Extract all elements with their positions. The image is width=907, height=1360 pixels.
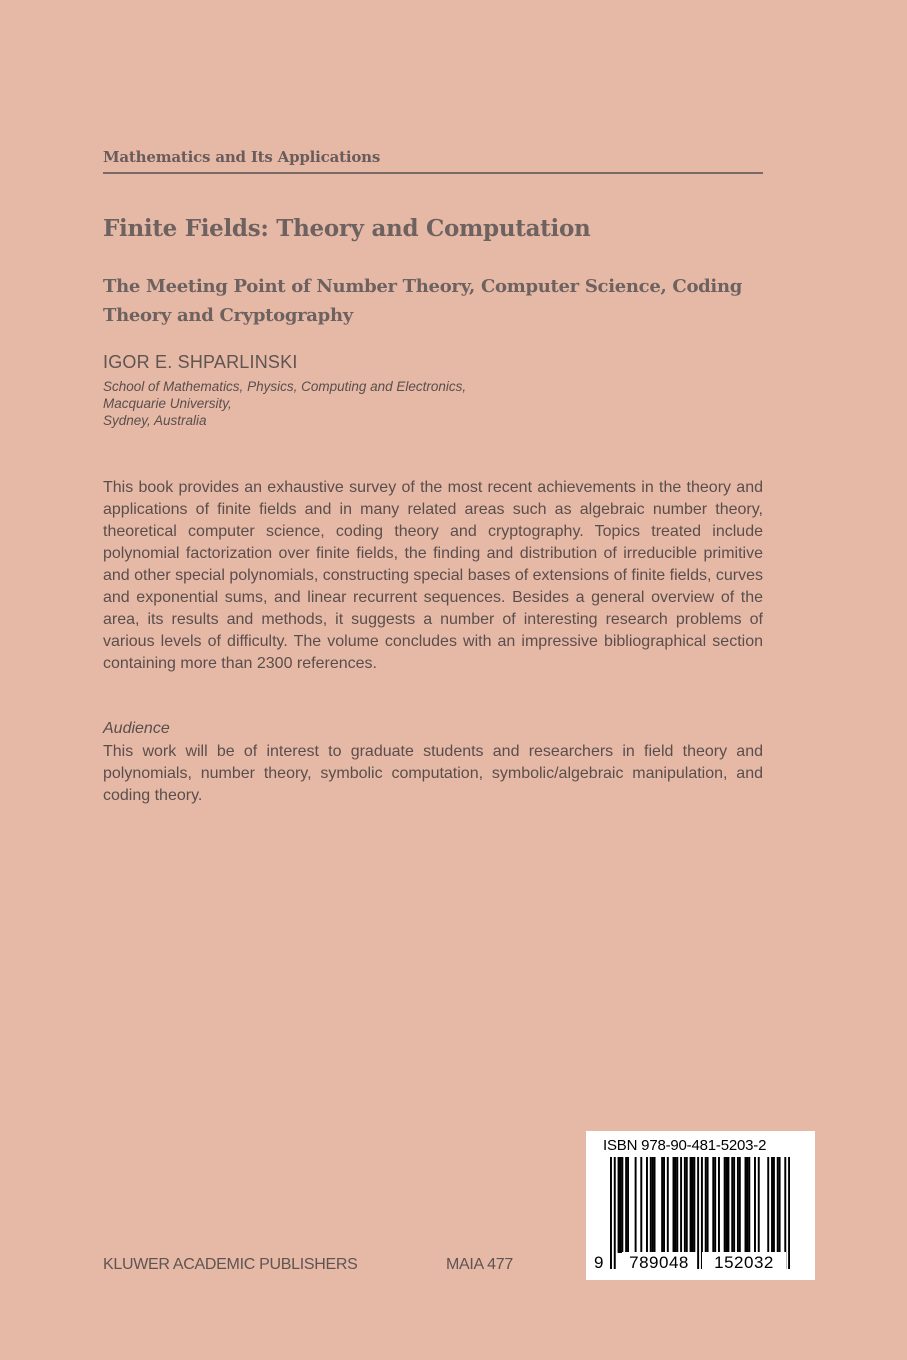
isbn-label: ISBN 978-90-481-5203-2 bbox=[603, 1137, 767, 1154]
barcode-bar bbox=[667, 1157, 669, 1253]
barcode-bar bbox=[724, 1157, 726, 1253]
barcode-bar bbox=[731, 1157, 733, 1253]
barcode-bar bbox=[621, 1157, 623, 1253]
barcode-bar bbox=[748, 1157, 750, 1253]
series-number: MAIA 477 bbox=[446, 1256, 513, 1273]
barcode-bar bbox=[663, 1157, 665, 1253]
barcode-bar bbox=[690, 1157, 692, 1253]
book-title: Finite Fields: Theory and Computation bbox=[103, 215, 591, 242]
barcode-bar bbox=[754, 1157, 756, 1253]
barcode-bar bbox=[619, 1157, 621, 1253]
barcode-bar bbox=[746, 1157, 748, 1253]
barcode-bar bbox=[707, 1157, 709, 1253]
barcode-bar bbox=[627, 1157, 629, 1253]
barcode-bar bbox=[618, 1157, 620, 1253]
audience-text: This work will be of interest to graduate students and researchers in field theory and polynomials, number theory, symbolic computation, symbolic/algebraic manipulation, and coding theory. bbox=[103, 743, 763, 804]
barcode-bar bbox=[767, 1157, 769, 1253]
barcode-bar bbox=[691, 1157, 693, 1253]
book-subtitle: The Meeting Point of Number Theory, Computer Science, Coding Theory and Cryptography bbox=[103, 276, 743, 326]
barcode-bar bbox=[771, 1157, 773, 1253]
barcode-bar bbox=[714, 1157, 716, 1253]
series-title: Mathematics and Its Applications bbox=[103, 148, 381, 166]
barcode-bar bbox=[676, 1157, 678, 1253]
isbn-barcode bbox=[586, 1131, 815, 1280]
barcode-guard-bar bbox=[788, 1157, 790, 1269]
barcode-bar bbox=[625, 1157, 627, 1253]
barcode-bar bbox=[693, 1157, 695, 1253]
book-description: This book provides an exhaustive survey of the most recent achievements in the theory and applications of finite fields and in many related areas such as algebraic number theory, theoretical computer science, coding theory and cryptography. Topics treated include polynomial factorization over finite fields, the finding and distribution of irreducible primitive and other special polynomials, constructing special bases of extensions of finite fields, curves and exponential sums, and linear recurrent sequences. Besides a general overview of the area, its results and methods, it suggests a number of interesting research problems of various levels of difficulty. The volume concludes with an impressive bibliographical section containing more than 2300 references. bbox=[103, 479, 763, 672]
barcode-guard-bar bbox=[697, 1157, 699, 1269]
barcode-bar bbox=[646, 1157, 648, 1253]
barcode-bar bbox=[640, 1157, 642, 1253]
barcode-bar bbox=[718, 1157, 720, 1253]
publisher-name: KLUWER ACADEMIC PUBLISHERS bbox=[103, 1256, 358, 1273]
barcode-bar bbox=[652, 1157, 654, 1253]
barcode-bar bbox=[733, 1157, 735, 1253]
audience-heading: Audience bbox=[103, 720, 170, 737]
barcode-bar bbox=[705, 1157, 707, 1253]
barcode-bar bbox=[773, 1157, 775, 1253]
barcode-bar bbox=[727, 1157, 729, 1253]
barcode-bar bbox=[726, 1157, 728, 1253]
barcode-bar bbox=[650, 1157, 652, 1253]
barcode-bar bbox=[745, 1157, 747, 1253]
barcode-bar bbox=[673, 1157, 675, 1253]
barcode-digits-right: 152032 bbox=[702, 1252, 786, 1274]
barcode-bar bbox=[654, 1157, 656, 1253]
barcode-digit-first: 9 bbox=[594, 1252, 608, 1274]
barcode-bar bbox=[758, 1157, 760, 1253]
author-name: IGOR E. SHPARLINSKI bbox=[103, 352, 298, 372]
barcode-bar bbox=[737, 1157, 739, 1253]
barcode-bar bbox=[684, 1157, 686, 1253]
barcode-bar bbox=[674, 1157, 676, 1253]
affiliation-line: School of Mathematics, Physics, Computing and Electronics, bbox=[103, 379, 467, 394]
series-divider bbox=[103, 172, 763, 174]
barcode-bar bbox=[777, 1157, 779, 1253]
barcode-bar bbox=[661, 1157, 663, 1253]
author-affiliation bbox=[103, 378, 466, 429]
affiliation-line: Sydney, Australia bbox=[103, 413, 207, 428]
barcode-guard-bar bbox=[610, 1157, 612, 1269]
barcode-bar bbox=[686, 1157, 688, 1253]
barcode-bar bbox=[712, 1157, 714, 1253]
barcode-bar bbox=[680, 1157, 682, 1253]
barcode-bar bbox=[739, 1157, 741, 1253]
affiliation-line: Macquarie University, bbox=[103, 396, 232, 411]
barcode-digits-left: 789048 bbox=[622, 1252, 696, 1274]
barcode-guard-bar bbox=[614, 1157, 616, 1269]
barcode-bar bbox=[779, 1157, 781, 1253]
barcode-bar bbox=[635, 1157, 637, 1253]
